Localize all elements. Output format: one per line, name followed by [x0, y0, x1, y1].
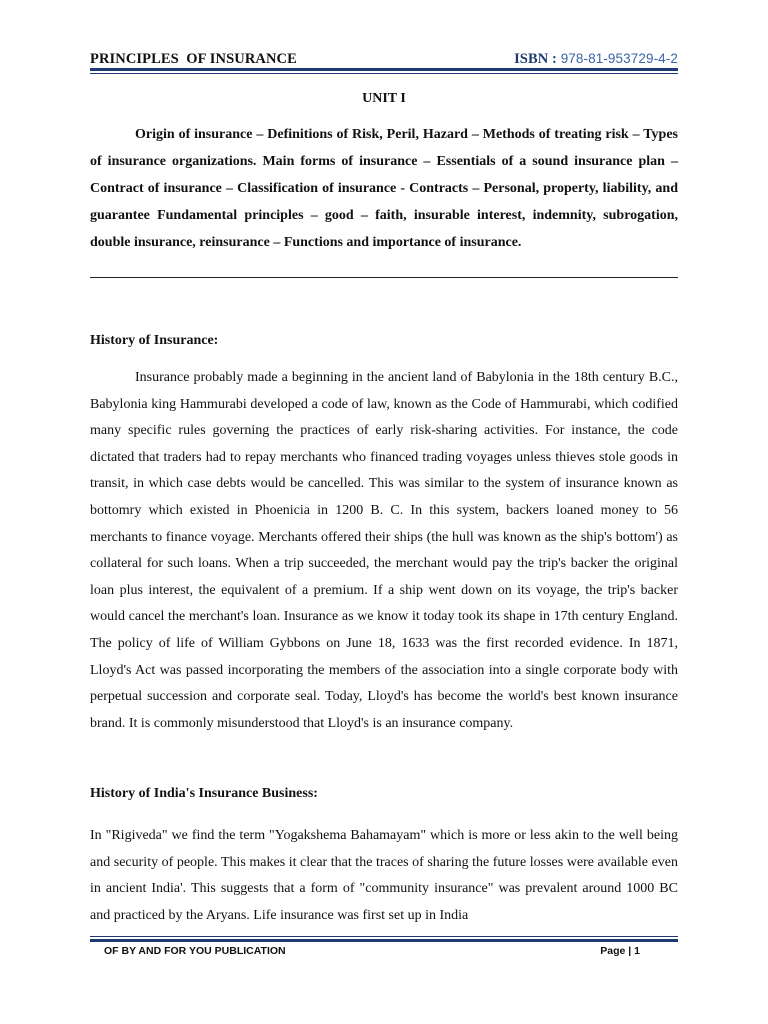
page-header — [90, 46, 678, 68]
header-rule-thick — [90, 68, 678, 71]
publisher-name: OF BY AND FOR YOU PUBLICATION — [104, 945, 286, 957]
page-footer — [104, 945, 640, 957]
unit-title: UNIT I — [362, 91, 406, 106]
page-number: Page | 1 — [600, 945, 640, 957]
book-title: PRINCIPLES OF INSURANCE — [90, 51, 297, 67]
isbn — [514, 51, 678, 68]
section-heading-history-india: History of India's Insurance Business: — [90, 786, 318, 801]
section-paragraph-history-india: In "Rigiveda" we find the term "Yogakshema Bahamayam" which is more or less akin to the well being and security of people. This makes it clear that the traces of sharing the future losses were available even in ancient India'. This suggests that a form of "community insurance" was prevalent around 1000 BC and practiced by the Aryans. Life insurance was first set up in India — [90, 828, 678, 923]
syllabus-paragraph: Origin of insurance – Definitions of Risk, Peril, Hazard – Methods of treating risk – Types of insurance organizations. Main forms of insurance – Essentials of a sound insurance plan – Contract of insurance – Classification of insurance - Contracts – Personal, property, liability, and guarantee Fundamental principles – good – faith, insurable interest, indemnity, subrogation, double insurance, reinsurance – Functions and importance of insurance. — [90, 127, 678, 250]
footer-rule-thin — [90, 936, 678, 937]
section-heading-history-insurance: History of Insurance: — [90, 333, 219, 348]
isbn-label: ISBN : — [514, 51, 561, 67]
header-rule-thin — [90, 73, 678, 74]
isbn-value: 978-81-953729-4-2 — [560, 51, 678, 66]
section-paragraph-history-insurance: Insurance probably made a beginning in the ancient land of Babylonia in the 18th century B.C., Babylonia king Hammurabi developed a code of law, known as the Code of Hammurabi, which codified many specific rules governing the practices of early risk-sharing activities. For instance, the code dictated that traders had to repay merchants who financed trading voyages unless thieves stole goods in transit, in which case debts would be cancelled. This was similar to the system of insurance known as bottomry which existed in Phoenicia in 1200 B. C. In this system, backers loaned money to 56 merchants to finance voyage. Merchants offered their ships (the hull was known as the ship's bottom') as collateral for such loans. When a trip succeeded, the merchant would pay the trip's backer the original loan plus interest, the equivalent of a premium. If a ship went down on its voyage, the trip's backer would cancel the merchant's loan. Insurance as we know it today took its shape in 17th century England. The policy of life of William Gybbons on June 18, 1633 was the first recorded evidence. In 1871, Lloyd's Act was passed incorporating the members of the association into a single corporate body with perpetual succession and corporate seal. Today, Lloyd's has become the world's best known insurance brand. It is commonly misunderstood that Lloyd's is an insurance company. — [90, 370, 678, 731]
footer-rule-thick — [90, 939, 678, 942]
syllabus-divider — [90, 277, 678, 278]
